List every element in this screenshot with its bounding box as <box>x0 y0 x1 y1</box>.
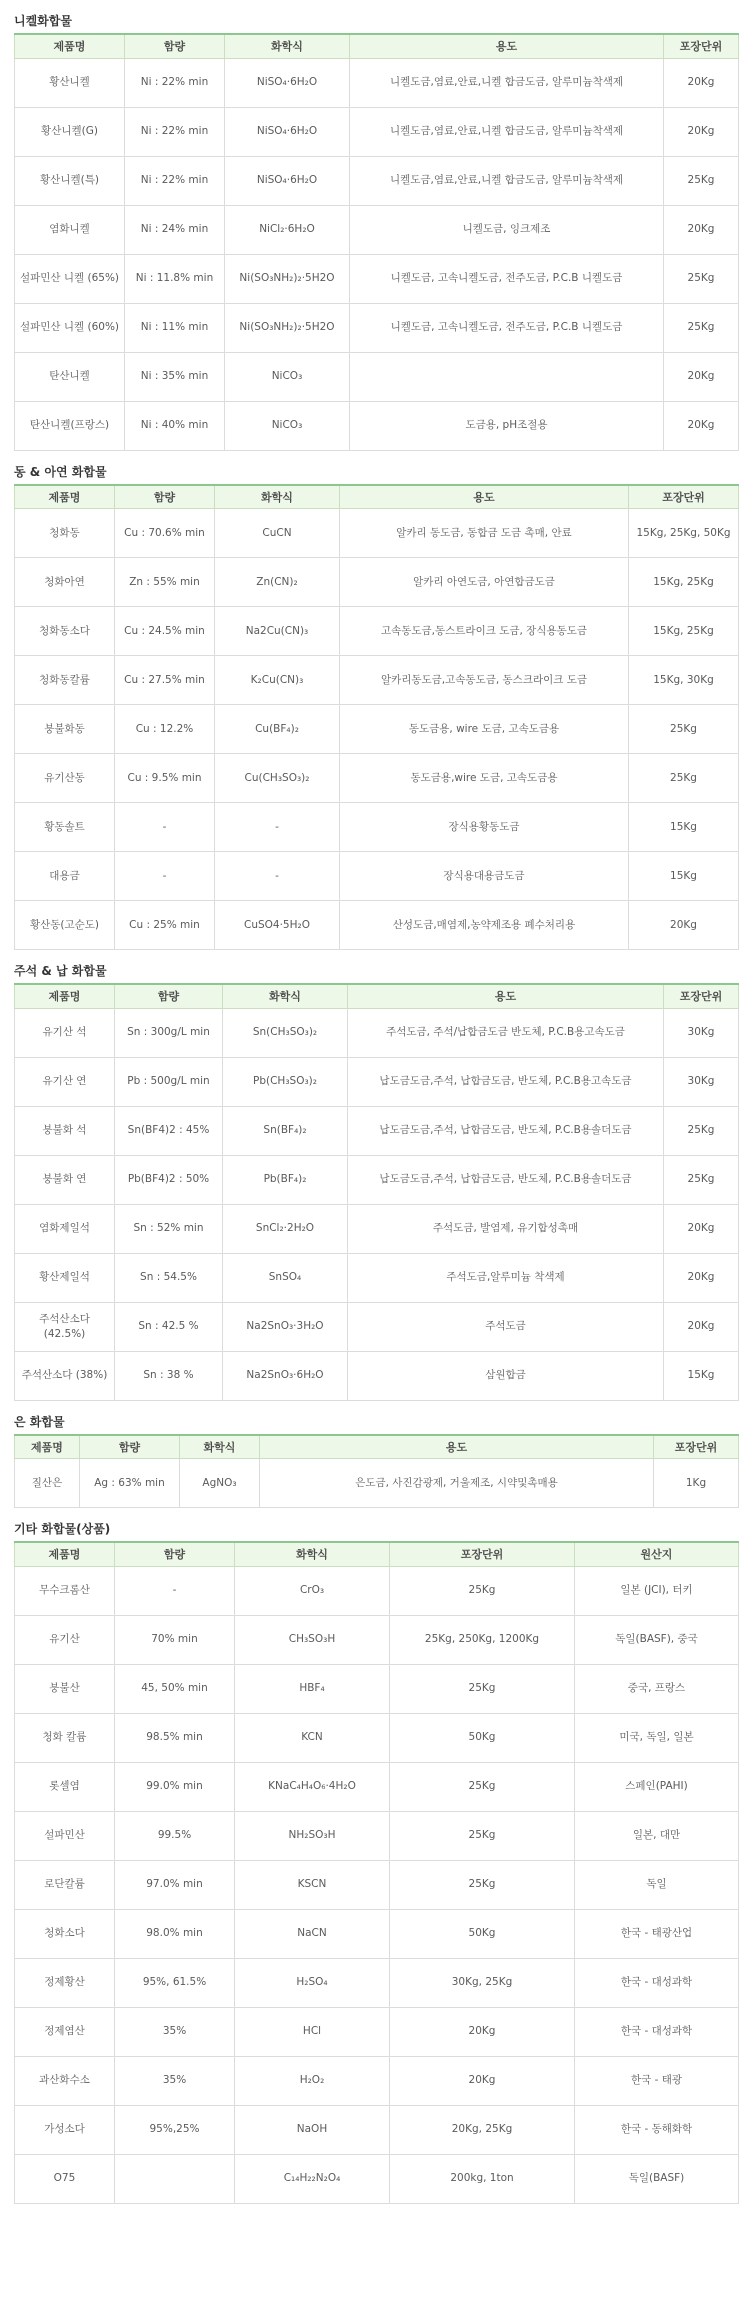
table-row <box>15 607 739 656</box>
table-cell: 30Kg, 25Kg <box>390 1958 575 2007</box>
table-row <box>15 303 739 352</box>
table-cell: 70% min <box>115 1615 235 1664</box>
table-cell: 35% <box>115 2056 235 2105</box>
table-row <box>15 803 739 852</box>
table-cell: 염화제일석 <box>15 1204 115 1253</box>
table-row <box>15 1302 739 1351</box>
table-cell: 설파민산 니켈 (60%) <box>15 303 125 352</box>
table-cell: 중국, 프랑스 <box>575 1664 739 1713</box>
table-cell: SnCl₂·2H₂O <box>223 1204 348 1253</box>
column-header: 포장단위 <box>664 34 739 58</box>
table-cell: Ag : 63% min <box>80 1459 180 1508</box>
table-cell: 20Kg, 25Kg <box>390 2105 575 2154</box>
column-header: 함량 <box>115 984 223 1008</box>
table-cell: - <box>215 803 340 852</box>
table-cell: 20Kg <box>664 1204 739 1253</box>
table-cell: Cu(CH₃SO₃)₂ <box>215 754 340 803</box>
table-cell: Ni : 22% min <box>125 58 225 107</box>
table-cell: 일본 (JCI), 터키 <box>575 1566 739 1615</box>
table-header-row <box>15 485 739 509</box>
table-cell: 니켈도금, 고속니켈도금, 전주도금, P.C.B 니켈도금 <box>350 303 664 352</box>
table-cell: 20Kg <box>629 901 739 950</box>
table-cell: 주석산소다 (42.5%) <box>15 1302 115 1351</box>
table-cell: 스페인(PAHI) <box>575 1762 739 1811</box>
table-cell: 독일(BASF) <box>575 2154 739 2203</box>
table-cell: 200kg, 1ton <box>390 2154 575 2203</box>
column-header: 제품명 <box>15 1435 80 1459</box>
table-cell: 독일 <box>575 1860 739 1909</box>
table-cell: Cu : 27.5% min <box>115 656 215 705</box>
table-cell: 주석산소다 (38%) <box>15 1351 115 1400</box>
column-header: 용도 <box>260 1435 654 1459</box>
table-cell: NiSO₄·6H₂O <box>225 58 350 107</box>
table-row <box>15 2007 739 2056</box>
table-cell: Sn : 52% min <box>115 1204 223 1253</box>
table-cell: NaOH <box>235 2105 390 2154</box>
table-cell: Pb : 500g/L min <box>115 1057 223 1106</box>
table-cell: 주석도금 <box>348 1302 664 1351</box>
column-header: 화학식 <box>223 984 348 1008</box>
table-cell: Ni : 24% min <box>125 205 225 254</box>
table-cell: CrO₃ <box>235 1566 390 1615</box>
table-cell: 25Kg <box>629 754 739 803</box>
table-cell: NiSO₄·6H₂O <box>225 156 350 205</box>
table-cell: AgNO₃ <box>180 1459 260 1508</box>
section-title: 기타 화합물(상품) <box>14 1522 111 1536</box>
table-cell: KCN <box>235 1713 390 1762</box>
table-cell: 유기산동 <box>15 754 115 803</box>
column-header: 용도 <box>348 984 664 1008</box>
table-cell: 붕불화 석 <box>15 1106 115 1155</box>
product-table <box>14 33 739 451</box>
table-cell: 납도금도금,주석, 납합금도금, 반도체, P.C.B용솔더도금 <box>348 1155 664 1204</box>
table-cell: 고속동도금,동스트라이크 도금, 장식용동도금 <box>340 607 629 656</box>
table-row <box>15 558 739 607</box>
table-cell: 97.0% min <box>115 1860 235 1909</box>
column-header: 함량 <box>115 485 215 509</box>
table-cell: 황산니켈(G) <box>15 107 125 156</box>
table-row <box>15 1566 739 1615</box>
table-cell: SnSO₄ <box>223 1253 348 1302</box>
table-cell: Ni(SO₃NH₂)₂·5H2O <box>225 303 350 352</box>
table-cell: 황산동(고순도) <box>15 901 115 950</box>
table-cell: 주석도금, 발염제, 유기합성촉매 <box>348 1204 664 1253</box>
table-cell: 가성소다 <box>15 2105 115 2154</box>
table-cell: 15Kg <box>629 852 739 901</box>
table-cell: 붕불화동 <box>15 705 115 754</box>
table-cell: Zn : 55% min <box>115 558 215 607</box>
column-header: 화학식 <box>235 1542 390 1566</box>
column-header: 함량 <box>115 1542 235 1566</box>
column-header: 함량 <box>80 1435 180 1459</box>
table-cell: 15Kg, 25Kg <box>629 558 739 607</box>
table-cell: 황산니켈(특) <box>15 156 125 205</box>
table-cell: 청화아연 <box>15 558 115 607</box>
table-cell: 청화동 <box>15 509 115 558</box>
column-header: 화학식 <box>225 34 350 58</box>
table-cell: Cu(BF₄)₂ <box>215 705 340 754</box>
table-cell: 롯셀염 <box>15 1762 115 1811</box>
table-cell: 니켈도금,염료,안료,니켈 합금도금, 알루미늄착색제 <box>350 58 664 107</box>
table-cell: 유기산 석 <box>15 1008 115 1057</box>
table-cell: 20Kg <box>390 2007 575 2056</box>
table-cell: 황산니켈 <box>15 58 125 107</box>
table-cell: 동도금용,wire 도금, 고속도금용 <box>340 754 629 803</box>
table-cell <box>350 352 664 401</box>
table-cell: CuSO4·5H₂O <box>215 901 340 950</box>
table-cell: 독일(BASF), 중국 <box>575 1615 739 1664</box>
table-row <box>15 1664 739 1713</box>
table-row <box>15 1958 739 2007</box>
table-cell: Ni : 11% min <box>125 303 225 352</box>
table-row <box>15 1204 739 1253</box>
table-cell: NiCO₃ <box>225 352 350 401</box>
table-cell: 주석도금, 주석/납합금도금 반도체, P.C.B용고속도금 <box>348 1008 664 1057</box>
table-cell: 니켈도금, 잉크제조 <box>350 205 664 254</box>
table-cell: 알카리 아연도금, 아연합금도금 <box>340 558 629 607</box>
section-title: 동 & 아연 화합물 <box>14 464 107 479</box>
product-table <box>14 1434 739 1509</box>
table-cell: 15Kg <box>629 803 739 852</box>
table-cell: 일본, 대만 <box>575 1811 739 1860</box>
table-cell: Sn(BF₄)₂ <box>223 1106 348 1155</box>
table-cell: 황산제일석 <box>15 1253 115 1302</box>
table-cell: 20Kg <box>664 352 739 401</box>
table-cell: 99.0% min <box>115 1762 235 1811</box>
product-table <box>14 1541 739 2204</box>
table-cell: HBF₄ <box>235 1664 390 1713</box>
table-row <box>15 656 739 705</box>
table-row <box>15 1459 739 1508</box>
table-cell: 25Kg <box>664 156 739 205</box>
table-cell: 붕불화 연 <box>15 1155 115 1204</box>
table-cell: 25Kg <box>390 1664 575 1713</box>
column-header: 원산지 <box>575 1542 739 1566</box>
table-cell: 1Kg <box>654 1459 739 1508</box>
table-cell: 붕불산 <box>15 1664 115 1713</box>
table-cell: 주석도금,알루미늄 착색제 <box>348 1253 664 1302</box>
table-row <box>15 107 739 156</box>
table-row <box>15 1860 739 1909</box>
table-cell: 무수크롬산 <box>15 1566 115 1615</box>
table-cell: - <box>115 852 215 901</box>
table-cell: H₂O₂ <box>235 2056 390 2105</box>
table-cell: Cu : 24.5% min <box>115 607 215 656</box>
table-header-row <box>15 1542 739 1566</box>
table-cell: NiSO₄·6H₂O <box>225 107 350 156</box>
table-row <box>15 1909 739 1958</box>
table-row <box>15 1351 739 1400</box>
table-cell: NiCO₃ <box>225 401 350 450</box>
table-cell: 납도금도금,주석, 납합금도금, 반도체, P.C.B용솔더도금 <box>348 1106 664 1155</box>
table-cell: Sn : 38 % <box>115 1351 223 1400</box>
column-header: 함량 <box>125 34 225 58</box>
table-cell: 25Kg <box>664 1155 739 1204</box>
table-cell: 한국 - 동해화학 <box>575 2105 739 2154</box>
table-cell: 니켈도금,염료,안료,니켈 합금도금, 알루미늄착색제 <box>350 107 664 156</box>
column-header: 포장단위 <box>390 1542 575 1566</box>
table-cell: 20Kg <box>664 1302 739 1351</box>
table-cell: Cu : 9.5% min <box>115 754 215 803</box>
table-cell: NH₂SO₃H <box>235 1811 390 1860</box>
table-cell: 25Kg <box>629 705 739 754</box>
table-cell: 설파민산 <box>15 1811 115 1860</box>
table-cell: NiCl₂·6H₂O <box>225 205 350 254</box>
table-cell: Sn(CH₃SO₃)₂ <box>223 1008 348 1057</box>
table-cell: 45, 50% min <box>115 1664 235 1713</box>
table-cell: 50Kg <box>390 1909 575 1958</box>
table-cell: K₂Cu(CN)₃ <box>215 656 340 705</box>
table-cell: 로단칼륨 <box>15 1860 115 1909</box>
table-cell: 한국 - 태광 <box>575 2056 739 2105</box>
table-cell: Cu : 12.2% <box>115 705 215 754</box>
table-row <box>15 1008 739 1057</box>
table-cell: 30Kg <box>664 1057 739 1106</box>
table-cell: CH₃SO₃H <box>235 1615 390 1664</box>
table-row <box>15 754 739 803</box>
table-cell: 과산화수소 <box>15 2056 115 2105</box>
table-cell <box>115 2154 235 2203</box>
table-row <box>15 509 739 558</box>
table-cell: 청화 칼륨 <box>15 1713 115 1762</box>
table-cell: 납도금도금,주석, 납합금도금, 반도체, P.C.B용고속도금 <box>348 1057 664 1106</box>
table-row <box>15 2154 739 2203</box>
table-row <box>15 705 739 754</box>
table-cell: 35% <box>115 2007 235 2056</box>
table-header-row <box>15 34 739 58</box>
table-row <box>15 205 739 254</box>
table-row <box>15 352 739 401</box>
table-cell: 25Kg <box>664 254 739 303</box>
table-cell: Na2Cu(CN)₃ <box>215 607 340 656</box>
table-cell: Ni(SO₃NH₂)₂·5H2O <box>225 254 350 303</box>
table-cell: 유기산 연 <box>15 1057 115 1106</box>
table-cell: 25Kg <box>390 1811 575 1860</box>
table-cell: Pb(BF4)2 : 50% <box>115 1155 223 1204</box>
table-cell: 도금용, pH조절용 <box>350 401 664 450</box>
table-row <box>15 1713 739 1762</box>
table-cell: 정제황산 <box>15 1958 115 2007</box>
product-catalog <box>0 11 752 2204</box>
table-cell: Ni : 35% min <box>125 352 225 401</box>
table-cell: 25Kg <box>390 1762 575 1811</box>
table-cell: 25Kg <box>664 1106 739 1155</box>
table-cell: 청화동칼륨 <box>15 656 115 705</box>
column-header: 제품명 <box>15 1542 115 1566</box>
table-cell: 니켈도금, 고속니켈도금, 전주도금, P.C.B 니켈도금 <box>350 254 664 303</box>
table-cell: 98.0% min <box>115 1909 235 1958</box>
table-row <box>15 2105 739 2154</box>
table-row <box>15 156 739 205</box>
table-cell: 청화소다 <box>15 1909 115 1958</box>
table-cell: Sn : 42.5 % <box>115 1302 223 1351</box>
table-row <box>15 1057 739 1106</box>
product-table <box>14 983 739 1401</box>
table-header-row <box>15 1435 739 1459</box>
column-header: 용도 <box>340 485 629 509</box>
table-cell: 95%,25% <box>115 2105 235 2154</box>
table-cell: 20Kg <box>664 58 739 107</box>
table-cell: Na2SnO₃·3H₂O <box>223 1302 348 1351</box>
column-header: 화학식 <box>180 1435 260 1459</box>
table-row <box>15 2056 739 2105</box>
table-cell: 정제염산 <box>15 2007 115 2056</box>
table-cell: KNaC₄H₄O₆·4H₂O <box>235 1762 390 1811</box>
column-header: 화학식 <box>215 485 340 509</box>
table-cell: 알카리동도금,고속동도금, 동스크라이크 도금 <box>340 656 629 705</box>
table-cell: 25Kg, 250Kg, 1200Kg <box>390 1615 575 1664</box>
table-cell: 25Kg <box>390 1566 575 1615</box>
table-cell: - <box>115 1566 235 1615</box>
table-cell: Sn : 54.5% <box>115 1253 223 1302</box>
table-cell: CuCN <box>215 509 340 558</box>
table-cell: Sn(BF4)2 : 45% <box>115 1106 223 1155</box>
table-cell: 탄산니켈 <box>15 352 125 401</box>
table-cell: 50Kg <box>390 1713 575 1762</box>
table-cell: 한국 - 대성과학 <box>575 1958 739 2007</box>
table-cell: 30Kg <box>664 1008 739 1057</box>
table-row <box>15 1615 739 1664</box>
table-cell: 95%, 61.5% <box>115 1958 235 2007</box>
table-cell: 15Kg <box>664 1351 739 1400</box>
table-cell: 질산은 <box>15 1459 80 1508</box>
table-cell: 대용금 <box>15 852 115 901</box>
table-cell: Pb(BF₄)₂ <box>223 1155 348 1204</box>
table-cell: 15Kg, 25Kg, 50Kg <box>629 509 739 558</box>
table-cell: 은도금, 사진감광제, 거울제조, 시약및촉매용 <box>260 1459 654 1508</box>
table-cell: - <box>115 803 215 852</box>
table-cell: 유기산 <box>15 1615 115 1664</box>
table-cell: O75 <box>15 2154 115 2203</box>
table-cell: 동도금용, wire 도금, 고속도금용 <box>340 705 629 754</box>
table-row <box>15 1106 739 1155</box>
table-cell: Ni : 22% min <box>125 156 225 205</box>
column-header: 제품명 <box>15 485 115 509</box>
table-cell: 98.5% min <box>115 1713 235 1762</box>
table-cell: Sn : 300g/L min <box>115 1008 223 1057</box>
column-header: 포장단위 <box>664 984 739 1008</box>
table-cell: 장식용대용금도금 <box>340 852 629 901</box>
column-header: 포장단위 <box>654 1435 739 1459</box>
table-cell: Pb(CH₃SO₃)₂ <box>223 1057 348 1106</box>
table-cell: Cu : 25% min <box>115 901 215 950</box>
table-cell: 20Kg <box>664 205 739 254</box>
section-title: 은 화합물 <box>14 1414 65 1429</box>
table-cell: 탄산니켈(프랑스) <box>15 401 125 450</box>
section-title: 주석 & 납 화합물 <box>14 964 107 978</box>
table-row <box>15 1762 739 1811</box>
table-cell: Ni : 22% min <box>125 107 225 156</box>
product-table <box>14 484 739 951</box>
table-cell: 25Kg <box>390 1860 575 1909</box>
table-cell: 미국, 독일, 일본 <box>575 1713 739 1762</box>
table-cell: 황동솔트 <box>15 803 115 852</box>
table-cell: HCl <box>235 2007 390 2056</box>
table-cell: 15Kg, 30Kg <box>629 656 739 705</box>
table-cell: 삼원합금 <box>348 1351 664 1400</box>
table-header-row <box>15 984 739 1008</box>
table-cell: 장식용황동도금 <box>340 803 629 852</box>
table-cell: KSCN <box>235 1860 390 1909</box>
table-row <box>15 58 739 107</box>
table-cell: 한국 - 대성과학 <box>575 2007 739 2056</box>
table-cell: 15Kg, 25Kg <box>629 607 739 656</box>
table-cell: NaCN <box>235 1909 390 1958</box>
table-cell: 99.5% <box>115 1811 235 1860</box>
table-cell: Na2SnO₃·6H₂O <box>223 1351 348 1400</box>
section-title: 니켈화합물 <box>14 14 72 28</box>
table-cell: Zn(CN)₂ <box>215 558 340 607</box>
column-header: 제품명 <box>15 984 115 1008</box>
table-cell: Ni : 11.8% min <box>125 254 225 303</box>
table-cell: 산성도금,매염제,농약제조용 폐수처리용 <box>340 901 629 950</box>
table-cell: 한국 - 태광산업 <box>575 1909 739 1958</box>
column-header: 포장단위 <box>629 485 739 509</box>
table-row <box>15 1155 739 1204</box>
table-cell: 염화니켈 <box>15 205 125 254</box>
table-row <box>15 901 739 950</box>
table-cell: 니켈도금,염료,안료,니켈 합금도금, 알루미늄착색제 <box>350 156 664 205</box>
table-row <box>15 1253 739 1302</box>
table-row <box>15 401 739 450</box>
table-cell: 20Kg <box>664 1253 739 1302</box>
table-cell: 설파민산 니켈 (65%) <box>15 254 125 303</box>
column-header: 용도 <box>350 34 664 58</box>
table-cell: 25Kg <box>664 303 739 352</box>
table-cell: - <box>215 852 340 901</box>
table-row <box>15 852 739 901</box>
table-cell: H₂SO₄ <box>235 1958 390 2007</box>
table-cell: Ni : 40% min <box>125 401 225 450</box>
table-cell: 20Kg <box>390 2056 575 2105</box>
column-header: 제품명 <box>15 34 125 58</box>
table-row <box>15 254 739 303</box>
table-cell: 20Kg <box>664 401 739 450</box>
table-cell: 알카리 동도금, 동합금 도금 촉매, 안료 <box>340 509 629 558</box>
table-cell: Cu : 70.6% min <box>115 509 215 558</box>
table-cell: C₁₄H₂₂N₂O₄ <box>235 2154 390 2203</box>
table-cell: 20Kg <box>664 107 739 156</box>
table-row <box>15 1811 739 1860</box>
table-cell: 청화동소다 <box>15 607 115 656</box>
